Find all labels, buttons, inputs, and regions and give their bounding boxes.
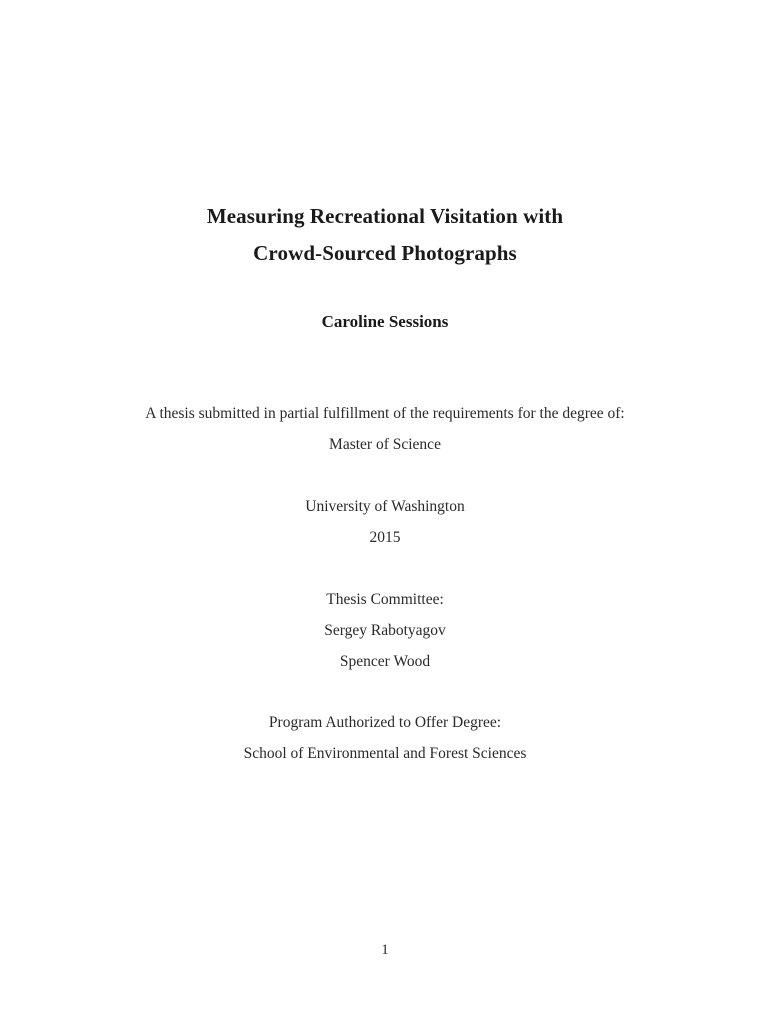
graduation-year: 2015 — [369, 529, 401, 546]
committee-member: Sergey Rabotyagov — [324, 622, 446, 639]
thesis-title-line-1: Measuring Recreational Visitation with — [206, 204, 564, 228]
page-number: 1 — [381, 942, 389, 958]
committee-member: Spencer Wood — [339, 653, 431, 670]
committee-heading: Thesis Committee: — [326, 591, 444, 608]
program-heading: Program Authorized to Offer Degree: — [268, 714, 502, 731]
author-name: Caroline Sessions — [321, 312, 449, 331]
degree-name: Master of Science — [329, 436, 441, 453]
program-name: School of Environmental and Forest Sciences — [243, 745, 527, 762]
university-name: University of Washington — [305, 498, 465, 515]
submission-statement: A thesis submitted in partial fulfillment of the requirements for the degree of: — [145, 405, 625, 422]
thesis-title-line-2: Crowd-Sourced Photographs — [253, 241, 517, 265]
